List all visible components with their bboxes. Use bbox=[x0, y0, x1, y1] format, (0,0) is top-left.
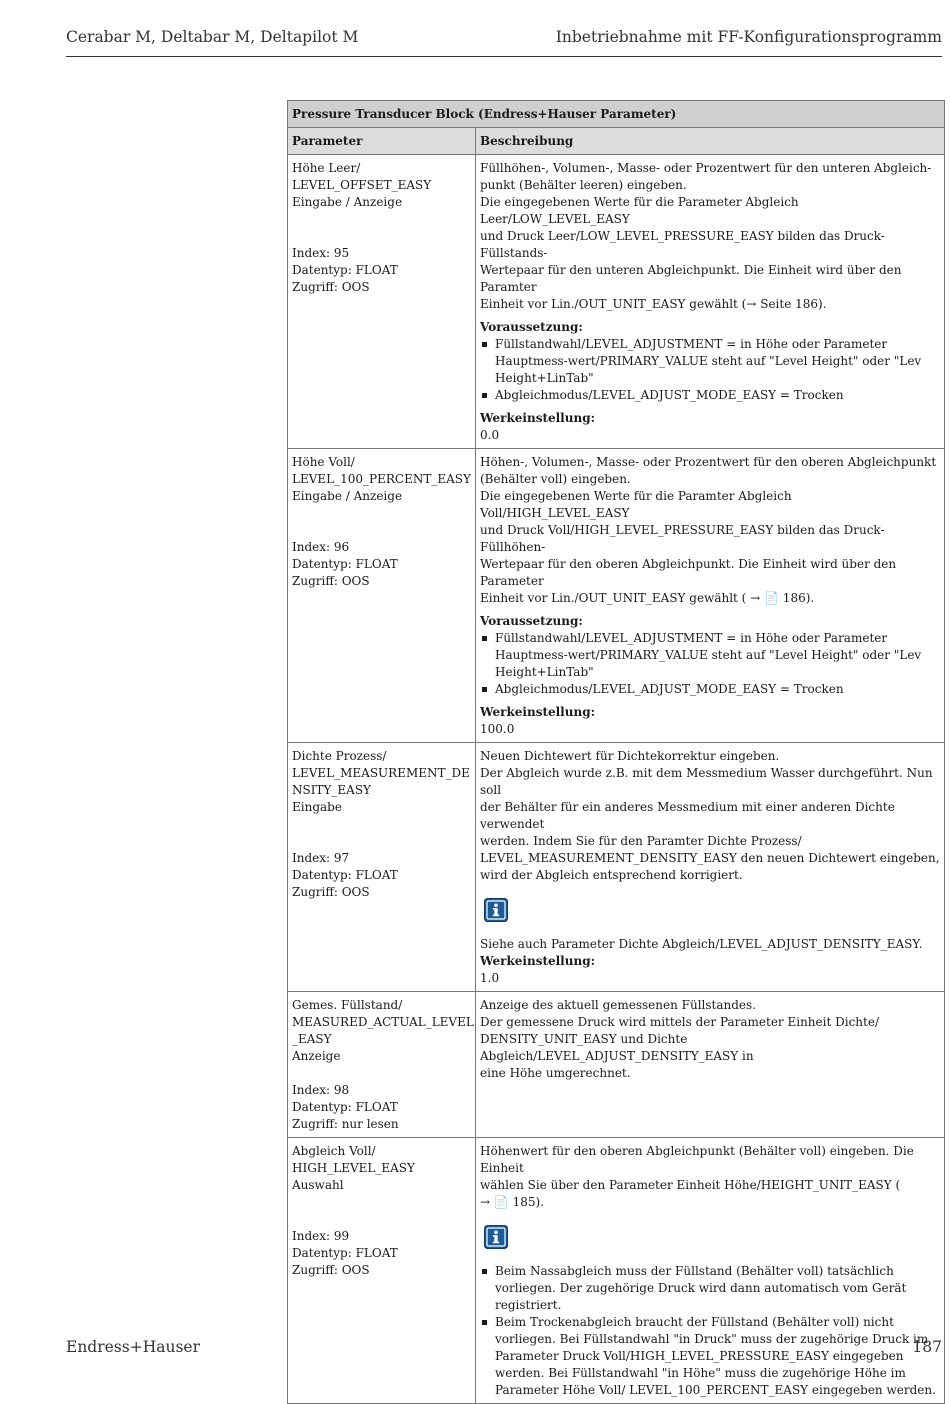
param-name-line: Eingabe / Anzeige bbox=[292, 195, 403, 209]
param-index: Index: 99 bbox=[292, 1229, 350, 1243]
description-line: Füllhöhen-, Volumen-, Masse- oder Prozentwert für den unteren Abgleich- bbox=[480, 161, 932, 175]
description-line: Anzeige des aktuell gemessenen Füllstandes. bbox=[480, 998, 756, 1012]
param-name-line: Höhe Leer/ bbox=[292, 161, 361, 175]
parameter-table bbox=[287, 100, 945, 1404]
param-access: Zugriff: OOS bbox=[292, 280, 370, 294]
param-name-line: LEVEL_OFFSET_EASY bbox=[292, 178, 432, 192]
page-number: 187 bbox=[912, 1338, 942, 1356]
description-line: Neuen Dichtewert für Dichtekorrektur eingeben. bbox=[480, 749, 780, 763]
note-list bbox=[480, 1263, 940, 1399]
footer-brand: Endress+Hauser bbox=[66, 1338, 200, 1356]
param-access: Zugriff: OOS bbox=[292, 1263, 370, 1277]
param-name-line: LEVEL_MEASUREMENT_DE bbox=[292, 766, 470, 780]
param-datatype: Datentyp: FLOAT bbox=[292, 557, 398, 571]
table-row bbox=[288, 1138, 945, 1404]
description-line: Höhenwert für den oberen Abgleichpunkt (Behälter voll) eingeben. Die Einheit bbox=[480, 1144, 914, 1175]
column-header-parameter: Parameter bbox=[288, 128, 476, 155]
param-datatype: Datentyp: FLOAT bbox=[292, 1246, 398, 1260]
description-cell bbox=[476, 155, 945, 449]
description-line: Wertepaar für den unteren Abgleichpunkt. Die Einheit wird über den Paramter bbox=[480, 263, 902, 294]
description-line: und Druck Voll/HIGH_LEVEL_PRESSURE_EASY bilden das Druck-Füllhöhen- bbox=[480, 523, 885, 554]
param-name-line: NSITY_EASY bbox=[292, 783, 371, 797]
description-line: Wertepaar für den oberen Abgleichpunkt. Die Einheit wird über den Parameter bbox=[480, 557, 897, 588]
param-index: Index: 98 bbox=[292, 1083, 350, 1097]
see-also-note: Siehe auch Parameter Dichte Abgleich/LEVEL_ADJUST_DENSITY_EASY. bbox=[480, 937, 923, 951]
parameter-cell bbox=[288, 449, 476, 743]
default-label: Werkeinstellung: bbox=[480, 954, 596, 968]
description-line: (Behälter voll) eingeben. bbox=[480, 472, 631, 486]
table-row bbox=[288, 155, 945, 449]
param-name-line: Anzeige bbox=[292, 1049, 341, 1063]
param-datatype: Datentyp: FLOAT bbox=[292, 868, 398, 882]
description-line: Der gemessene Druck wird mittels der Parameter Einheit Dichte/ bbox=[480, 1015, 879, 1029]
description-line: Der Abgleich wurde z.B. mit dem Messmedium Wasser durchgeführt. Nun soll bbox=[480, 766, 933, 797]
column-header-description: Beschreibung bbox=[476, 128, 945, 155]
list-item: Abgleichmodus/LEVEL_ADJUST_MODE_EASY = Trocken bbox=[480, 681, 940, 698]
param-name-line: _EASY bbox=[292, 1032, 332, 1046]
param-index: Index: 95 bbox=[292, 246, 350, 260]
list-item: Beim Trockenabgleich braucht der Füllstand (Behälter voll) nicht vorliegen. Bei Füllstandwahl "in Druck" muss der zugehörige Druck im Parameter Druck Voll/HIGH_LEVEL_PRESSURE_EASY eingegeben werden. Bei Füllstandwahl "in Höhe" muss die zugehörige Höhe im Parameter Höhe Voll/ LEVEL_100_PERCENT_EASY eingegeben werden. bbox=[480, 1314, 940, 1399]
param-name-line: Eingabe bbox=[292, 800, 342, 814]
list-item: Abgleichmodus/LEVEL_ADJUST_MODE_EASY = Trocken bbox=[480, 387, 940, 404]
list-item: Füllstandwahl/LEVEL_ADJUSTMENT = in Höhe oder Parameter Hauptmess-wert/PRIMARY_VALUE steht auf "Level Height" oder "Lev Height+LinTab" bbox=[480, 630, 940, 681]
prerequisite-list bbox=[480, 630, 940, 698]
param-datatype: Datentyp: FLOAT bbox=[292, 263, 398, 277]
table-row bbox=[288, 743, 945, 992]
list-item: Beim Nassabgleich muss der Füllstand (Behälter voll) tatsächlich vorliegen. Der zugehörige Druck wird dann automatisch vom Gerät registriert. bbox=[480, 1263, 940, 1314]
parameter-cell bbox=[288, 155, 476, 449]
description-line: und Druck Leer/LOW_LEVEL_PRESSURE_EASY bilden das Druck-Füllstands- bbox=[480, 229, 885, 260]
header-chapter-title: Inbetriebnahme mit FF-Konfigurationsprogramm bbox=[555, 28, 942, 46]
table-block-title: Pressure Transducer Block (Endress+Hauser Parameter) bbox=[288, 101, 945, 128]
param-name-line: Auswahl bbox=[292, 1178, 344, 1192]
description-line: der Behälter für ein anderes Messmedium mit einer anderen Dichte verwendet bbox=[480, 800, 895, 831]
default-value: 100.0 bbox=[480, 722, 515, 736]
description-line: → 📄 185). bbox=[480, 1195, 545, 1209]
param-access: Zugriff: nur lesen bbox=[292, 1117, 399, 1131]
prerequisite-label: Voraussetzung: bbox=[480, 320, 583, 334]
default-label: Werkeinstellung: bbox=[480, 411, 596, 425]
description-cell bbox=[476, 449, 945, 743]
param-name-line: Eingabe / Anzeige bbox=[292, 489, 403, 503]
param-access: Zugriff: OOS bbox=[292, 885, 370, 899]
description-line: werden. Indem Sie für den Paramter Dichte Prozess/ bbox=[480, 834, 802, 848]
param-name-line: Dichte Prozess/ bbox=[292, 749, 387, 763]
param-datatype: Datentyp: FLOAT bbox=[292, 1100, 398, 1114]
param-name-line: Abgleich Voll/ bbox=[292, 1144, 376, 1158]
page-header bbox=[66, 24, 942, 57]
param-name-line: Höhe Voll/ bbox=[292, 455, 355, 469]
description-line: Einheit vor Lin./OUT_UNIT_EASY gewählt (→ Seite 186). bbox=[480, 297, 827, 311]
parameter-cell bbox=[288, 1138, 476, 1404]
param-name-line: HIGH_LEVEL_EASY bbox=[292, 1161, 415, 1175]
prerequisite-list bbox=[480, 336, 940, 404]
description-cell bbox=[476, 1138, 945, 1404]
info-icon bbox=[484, 898, 508, 922]
info-icon bbox=[484, 1225, 508, 1249]
description-line: Einheit vor Lin./OUT_UNIT_EASY gewählt ( → 📄 186). bbox=[480, 591, 815, 605]
description-line: wählen Sie über den Parameter Einheit Höhe/HEIGHT_UNIT_EASY ( bbox=[480, 1178, 901, 1192]
list-item: Füllstandwahl/LEVEL_ADJUSTMENT = in Höhe oder Parameter Hauptmess-wert/PRIMARY_VALUE steht auf "Level Height" oder "Lev Height+LinTab" bbox=[480, 336, 940, 387]
default-label: Werkeinstellung: bbox=[480, 705, 596, 719]
description-line: LEVEL_MEASUREMENT_DENSITY_EASY den neuen Dichtewert eingeben, bbox=[480, 851, 940, 865]
parameter-cell bbox=[288, 743, 476, 992]
page-footer bbox=[66, 1336, 942, 1360]
table-block-title-row bbox=[288, 101, 945, 128]
description-line: punkt (Behälter leeren) eingeben. bbox=[480, 178, 687, 192]
table-row bbox=[288, 992, 945, 1138]
description-line: eine Höhe umgerechnet. bbox=[480, 1066, 631, 1080]
description-cell bbox=[476, 743, 945, 992]
default-value: 0.0 bbox=[480, 428, 500, 442]
description-line: Höhen-, Volumen-, Masse- oder Prozentwert für den oberen Abgleichpunkt bbox=[480, 455, 937, 469]
param-name-line: LEVEL_100_PERCENT_EASY bbox=[292, 472, 471, 486]
description-cell bbox=[476, 992, 945, 1138]
table-header-row bbox=[288, 128, 945, 155]
param-access: Zugriff: OOS bbox=[292, 574, 370, 588]
description-line: Die eingegebenen Werte für die Paramter Abgleich Voll/HIGH_LEVEL_EASY bbox=[480, 489, 792, 520]
default-value: 1.0 bbox=[480, 971, 500, 985]
description-line: DENSITY_UNIT_EASY und Dichte Abgleich/LEVEL_ADJUST_DENSITY_EASY in bbox=[480, 1032, 754, 1063]
param-index: Index: 96 bbox=[292, 540, 350, 554]
param-index: Index: 97 bbox=[292, 851, 350, 865]
param-name-line: MEASURED_ACTUAL_LEVEL bbox=[292, 1015, 474, 1029]
description-line: Die eingegebenen Werte für die Parameter Abgleich Leer/LOW_LEVEL_EASY bbox=[480, 195, 799, 226]
prerequisite-label: Voraussetzung: bbox=[480, 614, 583, 628]
param-name-line: Gemes. Füllstand/ bbox=[292, 998, 403, 1012]
header-product-title: Cerabar M, Deltabar M, Deltapilot M bbox=[66, 28, 359, 46]
table-row bbox=[288, 449, 945, 743]
parameter-cell bbox=[288, 992, 476, 1138]
description-line: wird der Abgleich entsprechend korrigiert. bbox=[480, 868, 743, 882]
